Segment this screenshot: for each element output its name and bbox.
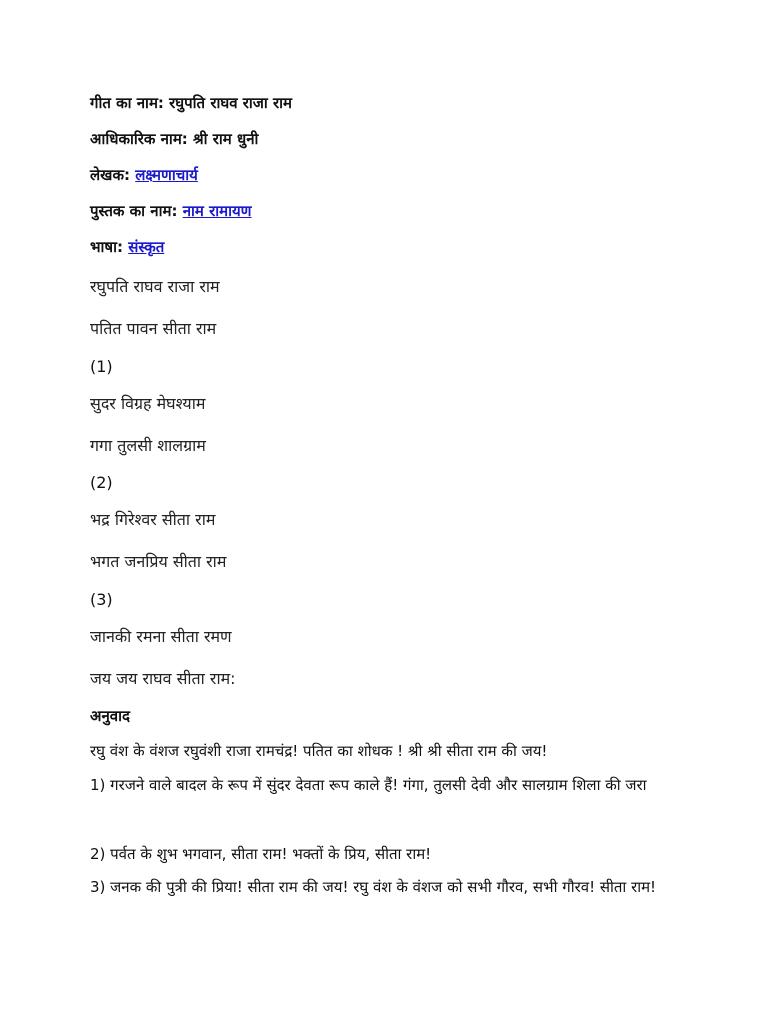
official-name-value: श्री राम धुनी — [193, 130, 259, 148]
author-label: लेखक: — [90, 166, 130, 184]
translation-line-0: रघु वंश के वंशज रघुवंशी राजा रामचंद्र! पतित का शोधक ! श्री श्री सीता राम की जय! — [90, 742, 548, 760]
author-row — [90, 164, 690, 186]
lyric-line-7: जानकी रमना सीता रमण — [90, 627, 232, 646]
book-label: पुस्तक का नाम: — [90, 202, 178, 220]
song-name-row — [90, 92, 690, 114]
verse-number-2: (2) — [90, 473, 113, 492]
verse-number-3: (3) — [90, 590, 113, 609]
song-name-label: गीत का नाम: — [90, 94, 164, 112]
author-link[interactable]: लक्ष्मणाचार्य — [135, 166, 198, 184]
lyric-line-5: भद्र गिरेश्वर सीता राम — [90, 510, 216, 529]
language-link[interactable]: संस्कृत — [128, 238, 165, 256]
book-row — [90, 200, 690, 222]
song-name-value: रघुपति राघव राजा राम — [169, 94, 293, 112]
lyric-line-6: भगत जनप्रिय सीता राम — [90, 552, 227, 571]
lyric-line-3: सुदर विग्रह मेघश्याम — [90, 394, 206, 413]
language-label: भाषा: — [90, 238, 123, 256]
translation-heading: अनुवाद — [90, 707, 130, 725]
language-row — [90, 236, 690, 258]
lyric-line-4: गगा तुलसी शालग्राम — [90, 436, 206, 455]
official-name-row — [90, 128, 690, 150]
lyric-line-1: रघुपति राघव राजा राम — [90, 277, 220, 296]
verse-number-1: (1) — [90, 357, 113, 376]
book-link[interactable]: नाम रामायण — [182, 202, 252, 220]
lyric-line-2: पतित पावन सीता राम — [90, 319, 217, 338]
translation-line-1: 1) गरजने वाले बादल के रूप में सुंदर देवता रूप काले हैं! गंगा, तुलसी देवी और सालग्राम शिला की जरा — [90, 776, 647, 794]
translation-line-2: 2) पर्वत के शुभ भगवान, सीता राम! भक्तों के प्रिय, सीता राम! — [90, 845, 432, 863]
translation-line-3: 3) जनक की पुत्री की प्रिया! सीता राम की जय! रघु वंश के वंशज को सभी गौरव, सभी गौरव! सीता राम! — [90, 878, 657, 896]
lyric-line-8: जय जय राघव सीता राम: — [90, 669, 236, 688]
official-name-label: आधिकारिक नाम: — [90, 130, 188, 148]
